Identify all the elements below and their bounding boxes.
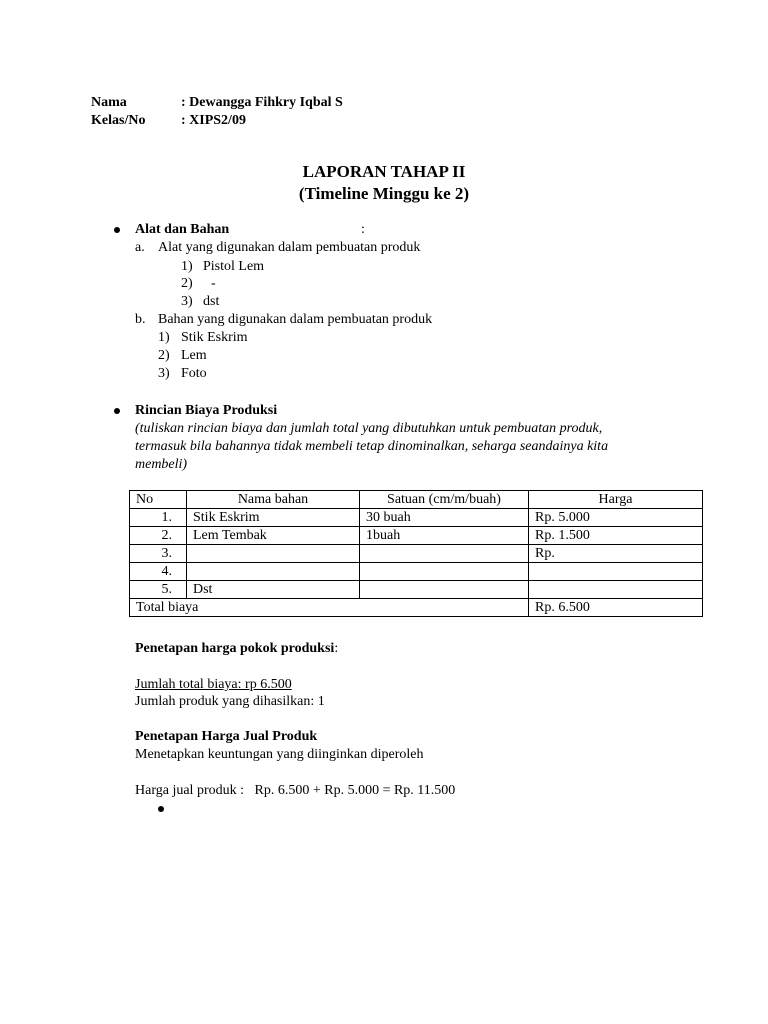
table-cell: 5. [130, 581, 187, 599]
hpp-product-count: Jumlah produk yang dihasilkan: 1 [135, 694, 325, 709]
hpp-heading-line [135, 640, 338, 657]
table-cell: Rp. [529, 545, 703, 563]
bullet-icon [158, 806, 164, 812]
table-cell: Lem Tembak [187, 527, 360, 545]
table-cell: 3. [130, 545, 187, 563]
bullet-icon [114, 227, 120, 233]
table-cell [529, 563, 703, 581]
column-header: Harga [529, 491, 703, 509]
list-item: Lem [181, 348, 207, 363]
table-cell [360, 545, 529, 563]
table-cell: Dst [187, 581, 360, 599]
table-header-row [130, 491, 703, 509]
column-header: No [130, 491, 187, 509]
table-cell [187, 563, 360, 581]
hpp-colon: : [334, 641, 339, 656]
table-row [130, 563, 703, 581]
tools-b-text: Bahan yang digunakan dalam pembuatan produk [158, 312, 433, 327]
report-title: LAPORAN TAHAP II [302, 162, 466, 181]
name-label: Nama [91, 95, 127, 110]
bullet-icon [114, 408, 120, 414]
list-item-number: 2) [158, 348, 170, 363]
tools-colon: : [361, 222, 365, 237]
class-label: Kelas/No [91, 113, 146, 128]
table-row [130, 509, 703, 527]
table-cell: 4. [130, 563, 187, 581]
cost-heading: Rincian Biaya Produksi [135, 403, 278, 418]
table-cell [187, 545, 360, 563]
cost-note-line: termasuk bila bahannya tidak membeli tetap dinominalkan, seharga seandainya kita [135, 439, 609, 454]
cost-note-line: (tuliskan rincian biaya dan jumlah total yang dibutuhkan untuk pembuatan produk, [135, 421, 603, 436]
table-cell: Rp. 1.500 [529, 527, 703, 545]
total-value: Rp. 6.500 [529, 599, 703, 617]
table-row [130, 527, 703, 545]
table-cell: 30 buah [360, 509, 529, 527]
tools-heading: Alat dan Bahan [135, 222, 230, 237]
name-value: : Dewangga Fihkry Iqbal S [181, 95, 343, 110]
table-cell [360, 563, 529, 581]
table-cell [529, 581, 703, 599]
sell-heading: Penetapan Harga Jual Produk [135, 729, 318, 744]
table-total-row [130, 599, 703, 617]
report-subtitle: (Timeline Minggu ke 2) [298, 184, 470, 203]
list-item: Stik Eskrim [181, 330, 248, 345]
class-value: : XIPS2/09 [181, 113, 246, 128]
table-cell: Rp. 5.000 [529, 509, 703, 527]
sell-description: Menetapkan keuntungan yang diinginkan diperoleh [135, 747, 424, 762]
hpp-total-cost: Jumlah total biaya: rp 6.500 [135, 677, 292, 692]
table-cell [360, 581, 529, 599]
tools-a-label: a. [135, 240, 145, 255]
table-row [130, 545, 703, 563]
list-item-number: 2) [181, 276, 193, 291]
table-cell: 1buah [360, 527, 529, 545]
list-item: dst [203, 294, 220, 309]
total-label: Total biaya [130, 599, 529, 617]
list-item-number: 1) [158, 330, 170, 345]
list-item: Foto [181, 366, 207, 381]
list-item-number: 1) [181, 259, 193, 274]
column-header: Satuan (cm/m/buah) [360, 491, 529, 509]
list-item-number: 3) [158, 366, 170, 381]
tools-b-label: b. [135, 312, 146, 327]
hpp-heading: Penetapan harga pokok produksi [135, 641, 335, 656]
table-cell: Stik Eskrim [187, 509, 360, 527]
table-row [130, 581, 703, 599]
cost-table [129, 490, 703, 617]
cost-note-line: membeli) [135, 457, 188, 472]
list-item: Pistol Lem [203, 259, 265, 274]
tools-a-text: Alat yang digunakan dalam pembuatan produk [158, 240, 421, 255]
table-cell: 2. [130, 527, 187, 545]
sell-formula: Harga jual produk : Rp. 6.500 + Rp. 5.000 = Rp. 11.500 [135, 783, 456, 798]
table-cell: 1. [130, 509, 187, 527]
list-item: - [211, 276, 216, 291]
list-item-number: 3) [181, 294, 193, 309]
column-header: Nama bahan [187, 491, 360, 509]
